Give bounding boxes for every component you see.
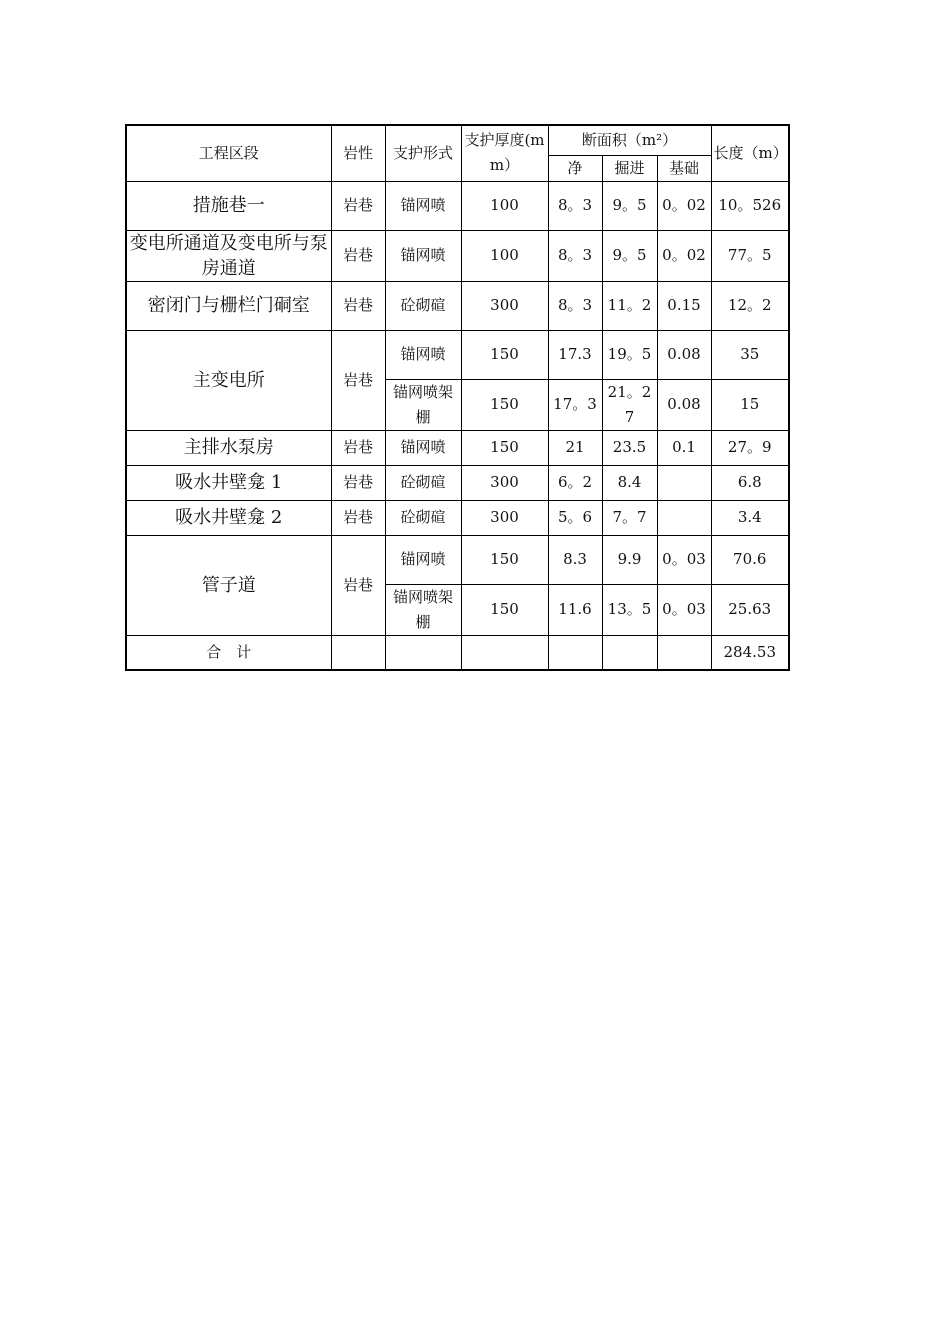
- cell-rock: 岩巷: [331, 465, 385, 500]
- cell-thickness: 300: [461, 281, 548, 330]
- table-row: [126, 230, 789, 281]
- total-empty-cell: [461, 635, 548, 670]
- total-length: 284.53: [711, 635, 789, 670]
- total-empty-cell: [602, 635, 657, 670]
- cell-net: 21: [548, 430, 602, 465]
- cell-foundation: 0。03: [657, 584, 711, 635]
- cell-foundation: 0。02: [657, 181, 711, 230]
- cell-excavation: 21。27: [602, 379, 657, 430]
- total-empty-cell: [548, 635, 602, 670]
- cell-length: 27。9: [711, 430, 789, 465]
- cell-support: 锚网喷: [385, 430, 461, 465]
- cell-excavation: 11。2: [602, 281, 657, 330]
- cell-thickness: 100: [461, 181, 548, 230]
- cell-thickness: 150: [461, 430, 548, 465]
- cell-section: 措施巷一: [126, 181, 331, 230]
- cell-length: 77。5: [711, 230, 789, 281]
- cell-foundation: 0.1: [657, 430, 711, 465]
- cell-excavation: 9.9: [602, 535, 657, 584]
- cell-net: 8。3: [548, 181, 602, 230]
- cell-excavation: 8.4: [602, 465, 657, 500]
- cell-thickness: 150: [461, 584, 548, 635]
- cell-excavation: 7。7: [602, 500, 657, 535]
- cell-section: 吸水井壁龛 1: [126, 465, 331, 500]
- cell-excavation: 13。5: [602, 584, 657, 635]
- cell-foundation: 0.15: [657, 281, 711, 330]
- cell-excavation: 9。5: [602, 181, 657, 230]
- engineering-quantity-table: [125, 124, 790, 671]
- cell-excavation: 23.5: [602, 430, 657, 465]
- header-rock: 岩性: [331, 125, 385, 181]
- cell-rock: 岩巷: [331, 281, 385, 330]
- cell-net: 5。6: [548, 500, 602, 535]
- cell-support: 砼砌碹: [385, 465, 461, 500]
- total-label: 合 计: [126, 635, 331, 670]
- table-row: [126, 535, 789, 584]
- cell-net: 6。2: [548, 465, 602, 500]
- cell-foundation: [657, 465, 711, 500]
- cell-foundation: 0。02: [657, 230, 711, 281]
- cell-support: 锚网喷: [385, 330, 461, 379]
- cell-section: 主排水泵房: [126, 430, 331, 465]
- cell-foundation: 0.08: [657, 330, 711, 379]
- header-area-excavation: 掘进: [602, 155, 657, 181]
- table-row: [126, 281, 789, 330]
- cell-thickness: 300: [461, 465, 548, 500]
- cell-excavation: 9。5: [602, 230, 657, 281]
- table-row: [126, 181, 789, 230]
- header-row: [126, 125, 789, 155]
- cell-section: 密闭门与栅栏门硐室: [126, 281, 331, 330]
- cell-support: 锚网喷: [385, 535, 461, 584]
- total-empty-cell: [657, 635, 711, 670]
- cell-support: 锚网喷架棚: [385, 584, 461, 635]
- cell-rock: 岩巷: [331, 430, 385, 465]
- total-row: [126, 635, 789, 670]
- cell-net: 8。3: [548, 230, 602, 281]
- cell-net: 8.3: [548, 535, 602, 584]
- cell-length: 70.6: [711, 535, 789, 584]
- cell-net: 11.6: [548, 584, 602, 635]
- header-section: 工程区段: [126, 125, 331, 181]
- cell-section: 吸水井壁龛 2: [126, 500, 331, 535]
- cell-thickness: 300: [461, 500, 548, 535]
- cell-foundation: [657, 500, 711, 535]
- cell-length: 35: [711, 330, 789, 379]
- cell-length: 3.4: [711, 500, 789, 535]
- cell-net: 17.3: [548, 330, 602, 379]
- header-area: 断面积（m²）: [548, 125, 711, 155]
- cell-rock: 岩巷: [331, 330, 385, 430]
- cell-rock: 岩巷: [331, 181, 385, 230]
- header-thickness: 支护厚度(mm）: [461, 125, 548, 181]
- cell-length: 15: [711, 379, 789, 430]
- table-row: [126, 500, 789, 535]
- total-empty-cell: [385, 635, 461, 670]
- table-row: [126, 430, 789, 465]
- header-support-form: 支护形式: [385, 125, 461, 181]
- cell-length: 25.63: [711, 584, 789, 635]
- cell-length: 12。2: [711, 281, 789, 330]
- cell-support: 砼砌碹: [385, 500, 461, 535]
- cell-length: 10。526: [711, 181, 789, 230]
- cell-section: 管子道: [126, 535, 331, 635]
- cell-foundation: 0。03: [657, 535, 711, 584]
- cell-thickness: 150: [461, 379, 548, 430]
- cell-thickness: 100: [461, 230, 548, 281]
- header-length: 长度（m）: [711, 125, 789, 181]
- cell-net: 17。3: [548, 379, 602, 430]
- cell-rock: 岩巷: [331, 230, 385, 281]
- table-row: [126, 465, 789, 500]
- cell-section: 变电所通道及变电所与泵房通道: [126, 230, 331, 281]
- cell-foundation: 0.08: [657, 379, 711, 430]
- cell-support: 锚网喷架棚: [385, 379, 461, 430]
- cell-rock: 岩巷: [331, 535, 385, 635]
- table-row: [126, 330, 789, 379]
- cell-section: 主变电所: [126, 330, 331, 430]
- cell-net: 8。3: [548, 281, 602, 330]
- header-area-foundation: 基础: [657, 155, 711, 181]
- cell-excavation: 19。5: [602, 330, 657, 379]
- cell-length: 6.8: [711, 465, 789, 500]
- cell-support: 锚网喷: [385, 230, 461, 281]
- cell-rock: 岩巷: [331, 500, 385, 535]
- cell-support: 锚网喷: [385, 181, 461, 230]
- header-area-net: 净: [548, 155, 602, 181]
- cell-thickness: 150: [461, 330, 548, 379]
- total-empty-cell: [331, 635, 385, 670]
- cell-thickness: 150: [461, 535, 548, 584]
- cell-support: 砼砌碹: [385, 281, 461, 330]
